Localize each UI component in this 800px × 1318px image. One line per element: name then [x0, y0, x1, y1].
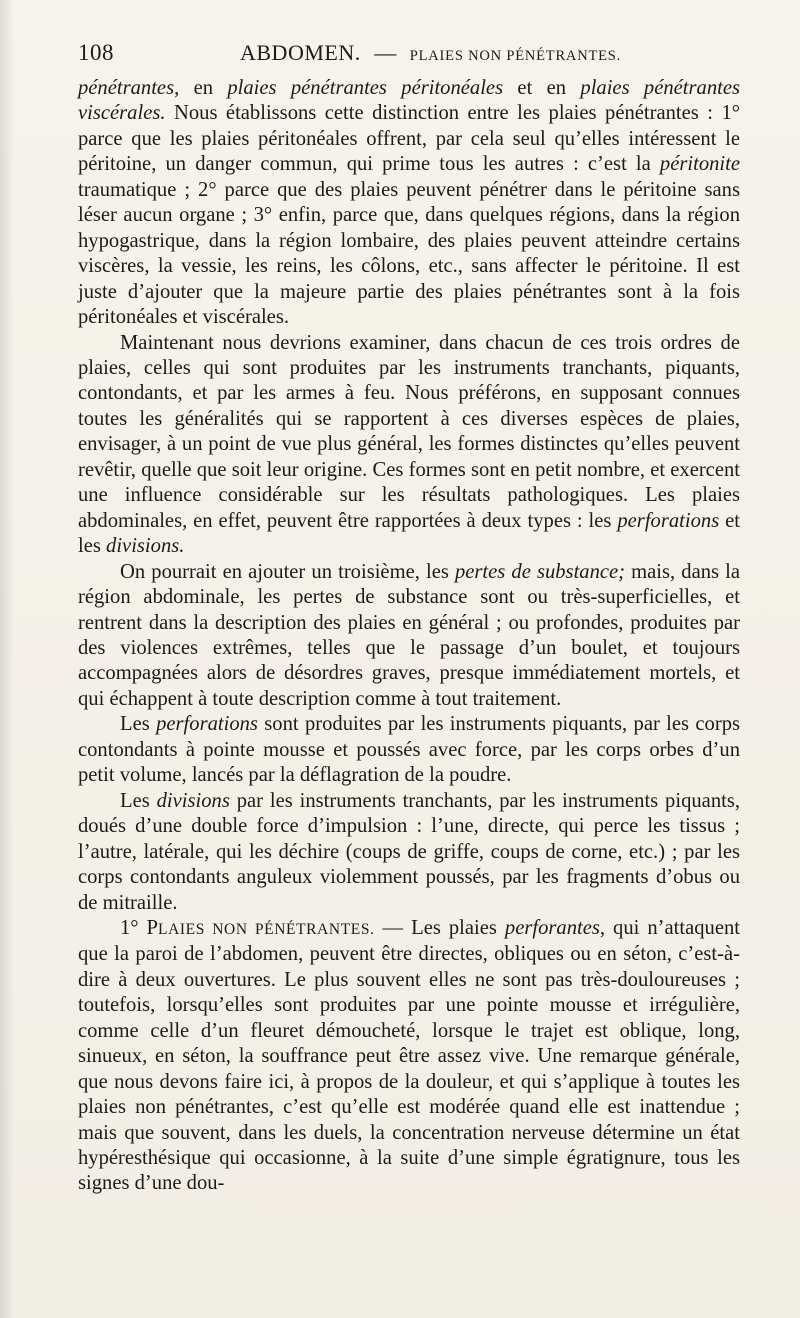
text-run: 1° [120, 916, 147, 939]
italic-text: plaies pénétrantes viscérales. [78, 77, 740, 125]
text-run: par les instruments tranchants, par les instruments piquants, doués d’une double force d’impulsion : l’une, directe, qui perce les tissus ; l’autre, latérale, qui les déchire (coups de griffe, coups de corne, etc.) ; par les corps contondants anguleux violemment poussés, par les fragments d’obus ou de mitraille. [78, 789, 740, 914]
text-run: mais, dans la région abdominale, les pertes de substance sont ou très-superficielles, et rentrent dans la description des plaies en général ; ou profondes, produites par des violences extrêmes, telles que le passage d’un boulet, et toujours accompagnées alors de désordres graves, presque immédiatement mortels, et qui échappent à toute description comme à tout traitement. [78, 560, 741, 710]
text-run: traumatique ; 2° parce que des plaies peuvent pénétrer dans le péritoine sans léser aucun organe ; 3° enfin, parce que, dans quelques régions, dans la région hypogastrique, dans la région lombaire, des plaies peuvent atteindre certains viscères, la vessie, les reins, les côlons, etc., sans affecter le péritoine. Il est juste d’ajouter que la majeure partie des plaies pénétrantes sont à la fois péritonéales et viscérales. [78, 178, 740, 329]
running-head-dash: — [374, 40, 397, 65]
page-gutter-shadow [0, 0, 14, 1318]
paragraph [78, 331, 740, 560]
italic-text: divisions [156, 789, 230, 812]
italic-text: perforations [156, 713, 258, 736]
page-number: 108 [78, 40, 114, 65]
text-run: Les [120, 713, 157, 736]
text-run: On pourrait en ajouter un troisième, les [120, 560, 455, 583]
running-head [240, 40, 621, 66]
italic-text: péritonite [659, 153, 740, 176]
small-caps-heading: LAIES NON PÉNÉTRANTES. [158, 920, 375, 938]
italic-text: perforations [617, 509, 720, 532]
body-text [78, 76, 740, 1197]
text-run: et les [78, 509, 741, 558]
text-run: , en [174, 77, 228, 99]
italic-text: pénétrantes [78, 77, 175, 99]
paragraph [78, 560, 740, 713]
italic-text: divisions. [106, 535, 185, 558]
paragraph [78, 76, 740, 331]
text-run: sont produites par les instruments piquants, par les corps contondants à pointe mousse et poussés avec force, par les corps orbes d’un petit volume, lancés par la déflagration de la poudre. [78, 713, 741, 787]
italic-text: perforantes [504, 916, 600, 939]
paragraph [78, 789, 740, 916]
text-run: P [146, 916, 159, 939]
text-run: et en [503, 77, 581, 99]
paragraph [78, 712, 740, 788]
text-run: Maintenant nous devrions examiner, dans chacun de ces trois ordres de plaies, celles qui sont produites par les instruments tranchants, piquants, contondants, et par les armes à feu. Nous préférons, en supposant connues toutes les généralités qui se rapportent à ces diverses espèces de plaies, envisager, à un point de vue plus général, les formes distinctes qu’elles peuvent revêtir, quelle que soit leur origine. Ces formes sont en petit nombre, et exercent une influence considérable sur les résultats pathologiques. Les plaies abdominales, en effet, peuvent être rapportées à deux types : les [78, 331, 740, 532]
text-run: Nous établissons cette distinction entre les plaies pénétrantes : 1° parce que les plaies péritonéales offrent, par cela seul qu’elles intéressent le péritoine, un danger commun, qui prime tous les autres : c’est la [78, 102, 740, 176]
text-run: — Les plaies [374, 916, 505, 939]
page-header [78, 38, 738, 78]
running-head-title: ABDOMEN. [240, 40, 361, 65]
italic-text: pertes de substance; [454, 560, 626, 583]
text-run: Les [120, 789, 157, 812]
paragraph [78, 916, 740, 1197]
italic-text: plaies pénétrantes péritonéales [227, 77, 504, 99]
running-head-subtitle: PLAIES NON PÉNÉTRANTES. [409, 48, 622, 64]
text-run: , qui n’attaquent que la paroi de l’abdomen, peuvent être directes, obliques ou en séton, c’est-à-dire à deux ouvertures. Le plus souvent elles ne sont pas très-douloureuses ; toutefois, lorsqu’elles sont produites par une pointe mousse et irrégulière, comme celle d’un fleuret démoucheté, lorsque le trajet est oblique, long, sinueux, en séton, la souffrance peut être assez vive. Une remarque générale, que nous devons faire ici, à propos de la douleur, et qui s’applique à toutes les plaies non pénétrantes, c’est qu’elle est modérée quand elle est inattendue ; mais que souvent, dans les duels, la concentration nerveuse détermine un état hypéresthésique qui occasionne, à la suite d’une simple égratignure, tous les signes d’une dou- [78, 916, 740, 1195]
